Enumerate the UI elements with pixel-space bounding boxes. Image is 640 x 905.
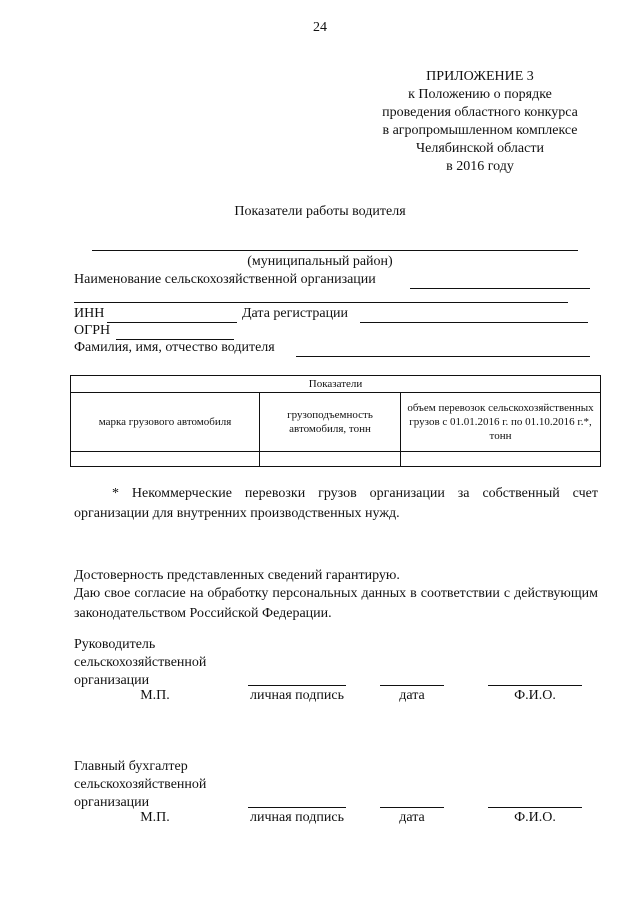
signature-field[interactable] [248,685,346,686]
appendix-line: проведения областного конкурса [382,105,578,120]
full-name-label: Ф.И.О. [514,688,556,703]
signature-field[interactable] [248,807,346,808]
signatory-role [74,758,206,812]
stamp-label: М.П. [140,810,170,825]
org-name-label: Наименование сельскохозяйственной организации [74,272,376,287]
table-cell[interactable] [71,452,260,467]
indicators-table [70,375,601,467]
column-header: объем перевозок сельскохозяйственных грузов с 01.01.2016 г. по 01.10.2016 г.*, тонн [401,393,601,452]
role-line: сельскохозяйственной [74,777,207,792]
full-name-field[interactable] [488,685,582,686]
table-cell[interactable] [260,452,401,467]
full-name-label: Ф.И.О. [514,810,556,825]
consent-text: Даю свое согласие на обработку персональных данных в соответствии с действующим законодательством Российской Федерации. [74,586,598,621]
appendix-line: в 2016 году [446,159,514,174]
inn-label: ИНН [74,306,105,321]
table-row [71,452,601,467]
footnote: * Некоммерческие перевозки грузов организации за собственный счет организации для внутренних производственных нужд. [74,486,598,521]
org-name-field-continued[interactable] [74,302,568,303]
signatory-role [74,636,206,690]
ogrn-label: ОГРН [74,323,111,338]
column-header: грузоподъемность автомобиля, тонн [260,393,401,452]
table-header-group-row [71,376,601,393]
driver-name-field[interactable] [296,356,590,357]
page-number: 24 [313,20,327,35]
column-header: марка грузового автомобиля [71,393,260,452]
date-field[interactable] [380,685,444,686]
table-group-header: Показатели [71,376,601,393]
role-line: организации [74,673,150,688]
page-title: Показатели работы водителя [234,204,406,219]
municipal-district-field[interactable] [92,250,578,251]
guarantee-text: Достоверность представленных сведений гарантирую. [74,568,400,583]
reg-date-field[interactable] [360,322,588,323]
date-label: дата [399,688,425,703]
appendix-line: к Положению о порядке [408,87,552,102]
org-name-field[interactable] [410,288,590,289]
date-field[interactable] [380,807,444,808]
signature-label: личная подпись [250,810,344,825]
role-line: Главный бухгалтер [74,759,188,774]
table-cell[interactable] [401,452,601,467]
signature-label: личная подпись [250,688,344,703]
reg-date-label: Дата регистрации [242,306,349,321]
municipal-caption: (муниципальный район) [247,254,393,269]
role-line: сельскохозяйственной [74,655,207,670]
appendix-header [360,68,600,176]
full-name-field[interactable] [488,807,582,808]
stamp-label: М.П. [140,688,170,703]
appendix-line: Челябинской области [416,141,544,156]
date-label: дата [399,810,425,825]
table-header-row [71,393,601,452]
inn-field[interactable] [107,322,237,323]
role-line: организации [74,795,150,810]
appendix-line: в агропромышленном комплексе [382,123,578,138]
driver-name-label: Фамилия, имя, отчество водителя [74,340,275,355]
appendix-line: ПРИЛОЖЕНИЕ 3 [426,69,534,84]
role-line: Руководитель [74,637,156,652]
